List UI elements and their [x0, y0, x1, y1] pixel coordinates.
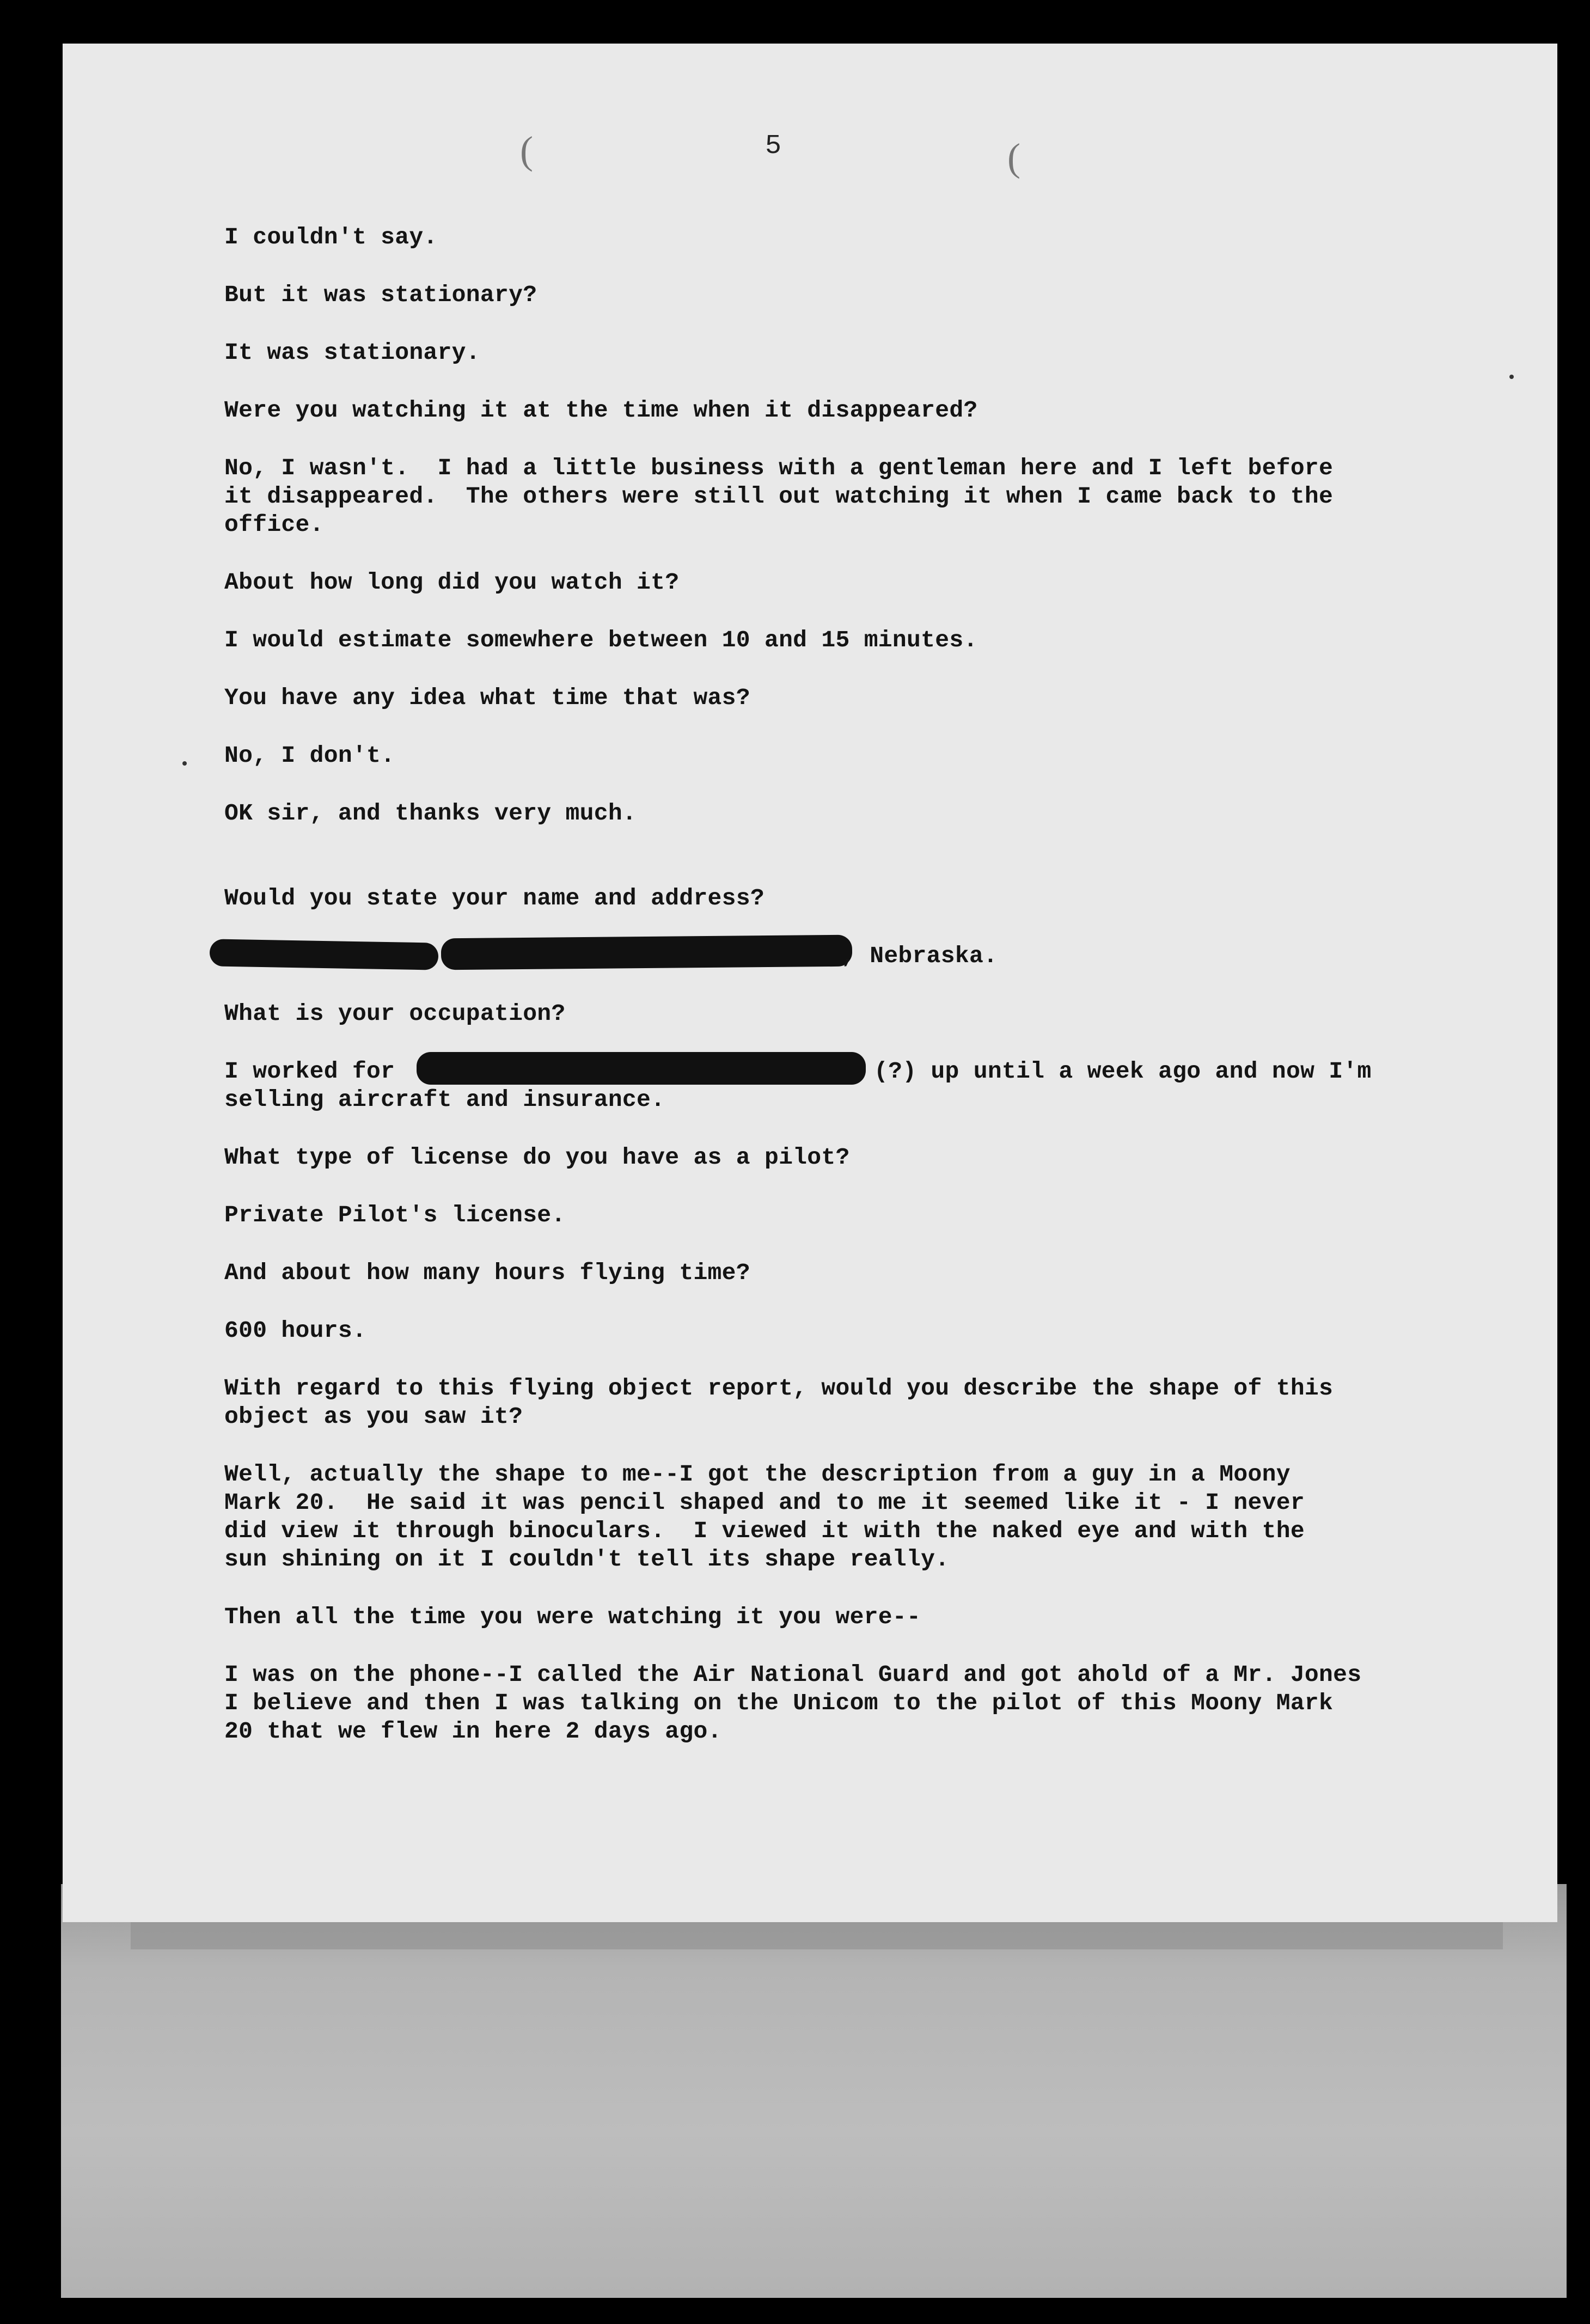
transcript-line: office. — [224, 511, 324, 538]
speck — [182, 761, 187, 766]
transcript-line: What type of license do you have as a pilot? — [224, 1144, 850, 1171]
transcript-line: 600 hours. — [224, 1317, 367, 1344]
transcript-line: it disappeared. The others were still out watching it when I came back to the — [224, 483, 1334, 510]
redaction-block — [417, 1052, 866, 1085]
redaction-block — [210, 939, 439, 970]
transcript-line: You have any idea what time that was? — [224, 684, 750, 711]
transcript-line: Were you watching it at the time when it disappeared? — [224, 397, 978, 424]
transcript-line: object as you saw it? — [224, 1403, 523, 1430]
transcript-line: did view it through binoculars. I viewed it with the naked eye and with the — [224, 1518, 1305, 1544]
transcript-line: What is your occupation? — [224, 1000, 566, 1027]
transcript-line: With regard to this flying object report, would you describe the shape of this — [224, 1375, 1334, 1402]
transcript-line: It was stationary. — [224, 339, 480, 366]
transcript-line: (?) up until a week ago and now I'm — [874, 1058, 1372, 1085]
transcript-line: And about how many hours flying time? — [224, 1259, 750, 1286]
transcript-line: About how long did you watch it? — [224, 569, 680, 596]
page-number: 5 — [765, 131, 782, 162]
speck — [1509, 375, 1514, 379]
transcript-line: I was on the phone--I called the Air National Guard and got ahold of a Mr. Jones — [224, 1661, 1362, 1688]
transcript-line: No, I wasn't. I had a little business with a gentleman here and I left before — [224, 455, 1334, 481]
transcript-line: I worked for — [224, 1058, 395, 1085]
margin-mark-left: ( — [520, 129, 533, 172]
transcript-line: , Nebraska. — [841, 943, 998, 969]
transcript-line: Then all the time you were watching it you were-- — [224, 1604, 921, 1630]
transcript-line: selling aircraft and insurance. — [224, 1086, 665, 1113]
transcript-line: I believe and then I was talking on the Unicom to the pilot of this Moony Mark — [224, 1690, 1334, 1716]
transcript-line: I would estimate somewhere between 10 and 15 minutes. — [224, 627, 978, 653]
transcript-line: But it was stationary? — [224, 282, 537, 308]
transcript-line: I couldn't say. — [224, 224, 438, 250]
transcript-line: Mark 20. He said it was pencil shaped and to me it seemed like it - I never — [224, 1489, 1305, 1516]
margin-mark-right: ( — [1007, 136, 1020, 179]
transcript-line: Well, actually the shape to me--I got the description from a guy in a Moony — [224, 1461, 1291, 1488]
document-page — [63, 44, 1557, 1922]
redaction-block — [441, 935, 852, 970]
transcript-line: Would you state your name and address? — [224, 885, 765, 912]
transcript-line: sun shining on it I couldn't tell its shape really. — [224, 1546, 950, 1573]
transcript-line: No, I don't. — [224, 742, 395, 769]
transcript-line: 20 that we flew in here 2 days ago. — [224, 1718, 722, 1745]
transcript-line: Private Pilot's license. — [224, 1202, 566, 1228]
transcript-line: OK sir, and thanks very much. — [224, 800, 637, 827]
